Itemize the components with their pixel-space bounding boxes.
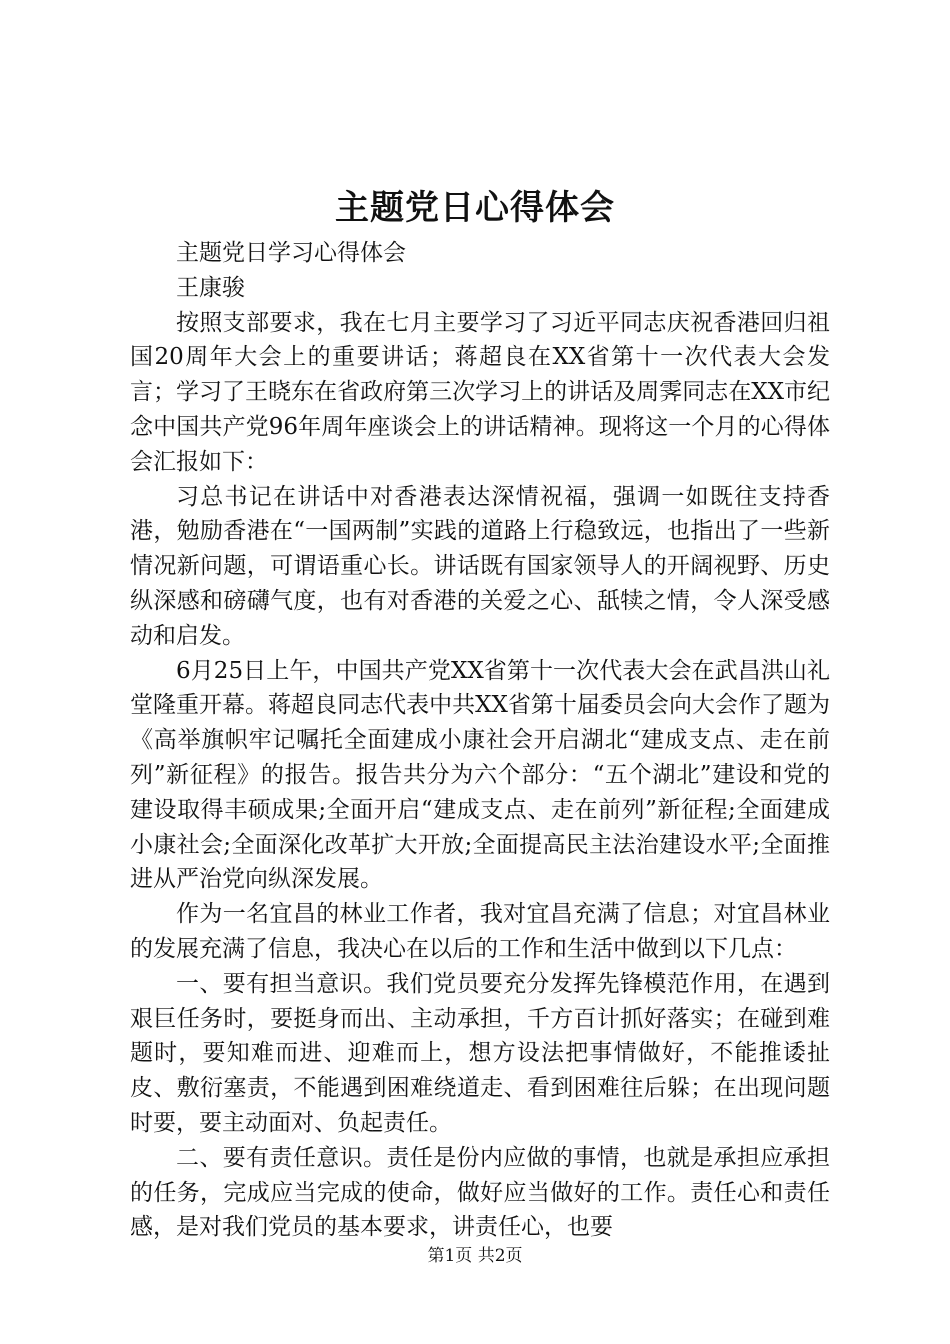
paragraph: 作为一名宜昌的林业工作者，我对宜昌充满了信息；对宜昌林业的发展充满了信息，我决心在以后的工作和生活中做到以下几点： [130,901,830,962]
document-author: 王康骏 [176,274,245,301]
document-body [130,236,830,1245]
document-title: 主题党日心得体会 [335,188,615,228]
document-subtitle: 主题党日学习心得体会 [176,240,406,266]
paragraph: 6月25日上午，中国共产党XX省第十一次代表大会在武昌洪山礼堂隆重开幕。蒋超良同志代表中共XX省第十届委员会向大会作了题为《高举旗帜牢记嘱托全面建成小康社会开启湖北“建成支点、走在前列”新征程》的报告。报告共分为六个部分：“五个湖北”建设和党的建设取得丰硕成果;全面开启“建成支点、走在前列”新征程;全面建成小康社会;全面深化改革扩大开放;全面提高民主法治建设水平;全面推进从严治党向纵深发展。 [130,657,830,893]
page-footer: 第1页 共2页 [427,1246,523,1266]
paragraph: 二、要有责任意识。责任是份内应做的事情，也就是承担应承担的任务，完成应当完成的使命，做好应当做好的工作。责任心和责任感，是对我们党员的基本要求，讲责任心，也要 [130,1144,830,1241]
paragraph: 按照支部要求，我在七月主要学习了习近平同志庆祝香港回归祖国20周年大会上的重要讲话；蒋超良在XX省第十一次代表大会发言；学习了王晓东在省政府第三次学习上的讲话及周霁同志在XX市纪念中国共产党96年周年座谈会上的讲话精神。现将这一个月的心得体会汇报如下： [130,309,830,475]
paragraph: 一、要有担当意识。我们党员要充分发挥先锋模范作用，在遇到艰巨任务时，要挺身而出、主动承担，千方百计抓好落实；在碰到难题时，要知难而进、迎难而上，想方设法把事情做好，不能推诿扯皮、敷衍塞责，不能遇到困难绕道走、看到困难往后躲；在出现问题时要，要主动面对、负起责任。 [130,970,830,1136]
paragraph: 习总书记在讲话中对香港表达深情祝福，强调一如既往支持香港，勉励香港在“一国两制”实践的道路上行稳致远，也指出了一些新情况新问题，可谓语重心长。讲话既有国家领导人的开阔视野、历史纵深感和磅礴气度，也有对香港的关爱之心、舐犊之情，令人深受感动和启发。 [130,483,830,649]
